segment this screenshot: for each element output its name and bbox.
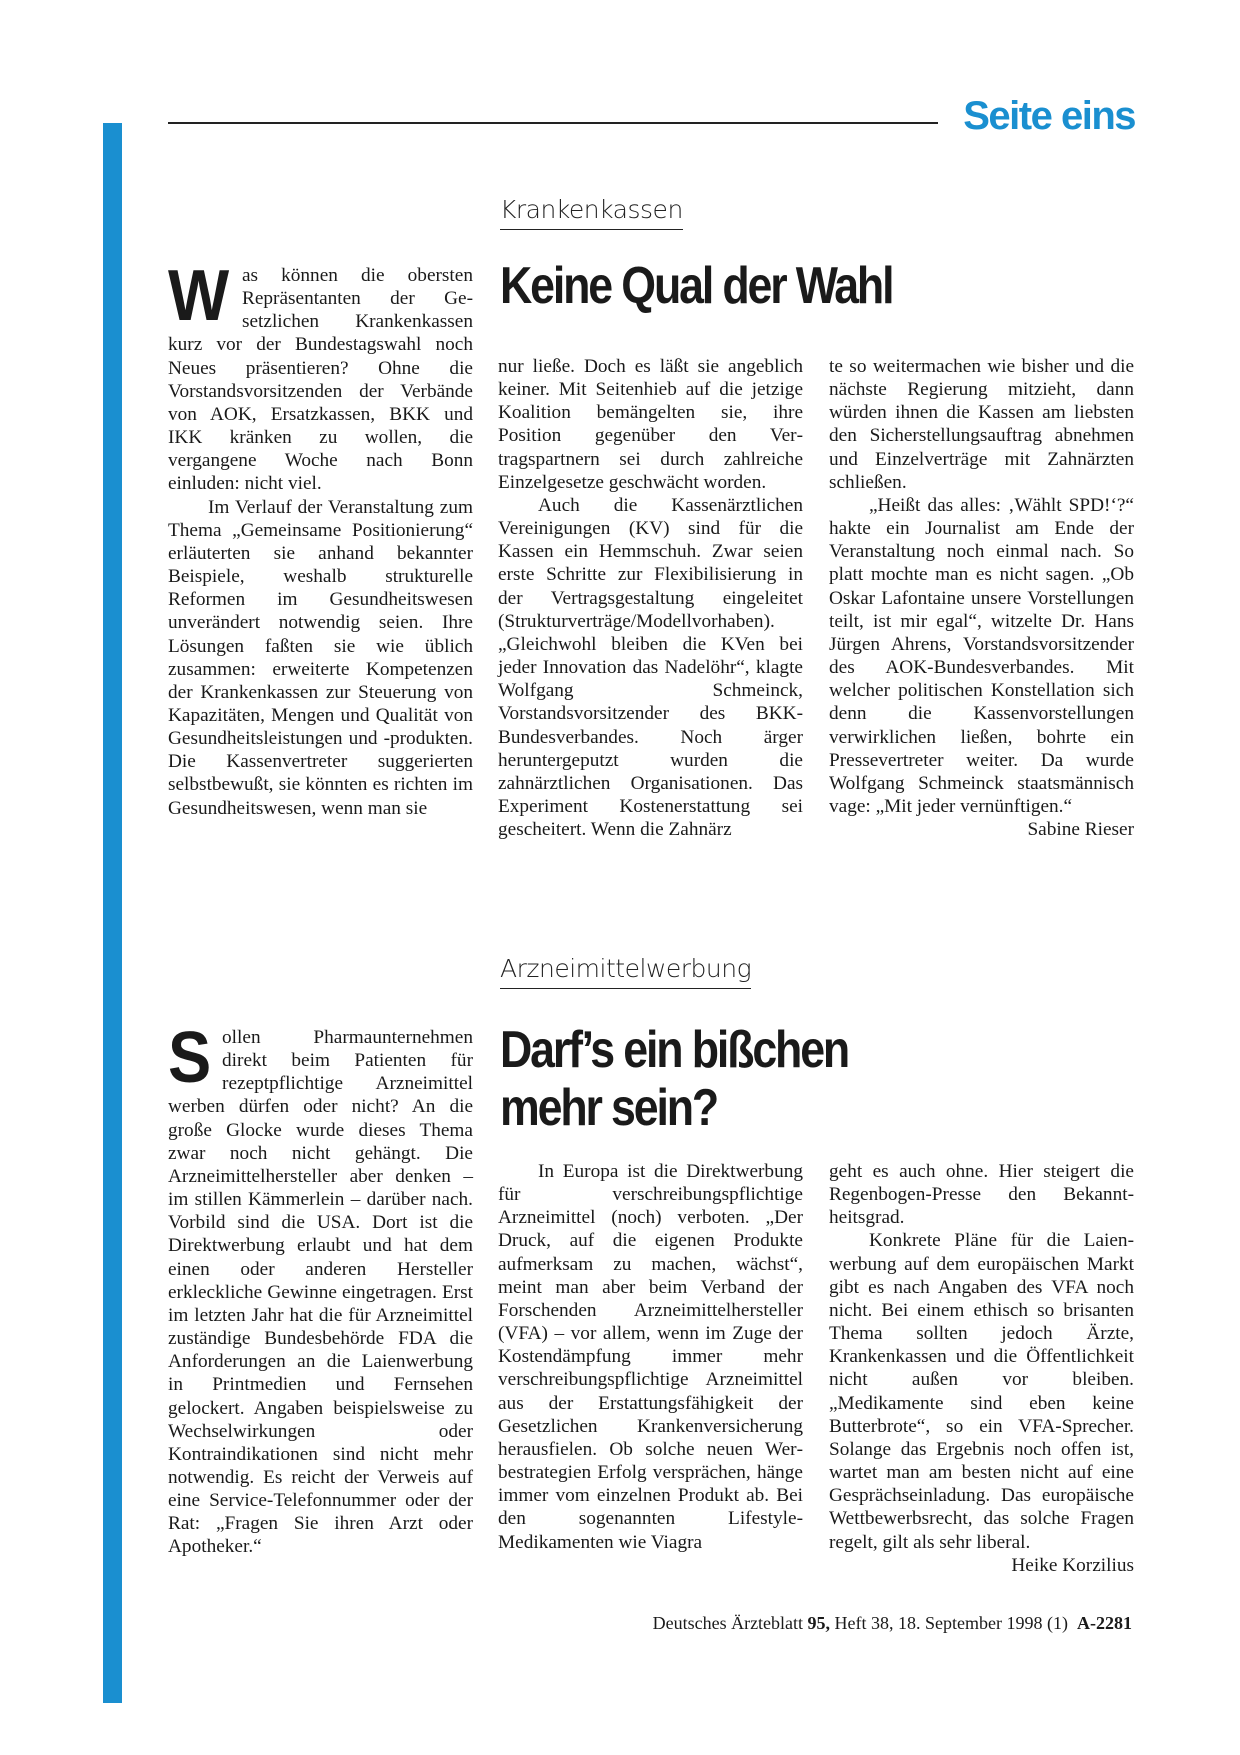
paragraph-text: ollen Pharmaunternehmen direkt beim Patienten für rezeptpflichtige Arzneimittel werben dürfen oder nicht? An die große Glocke wurde dieses Thema zwar noch nicht gehängt. Die Arzneimittelhersteller aber denken – im stillen Kämmerlein – darüber nach. Vorbild sind die USA. Dort ist die Direktwerbung erlaubt und hat dem einen oder anderen Hersteller erkleckliche Gewinne eingetragen. Erst im letzten Jahr hat die für Arzneimittel zuständige Bundesbehörde FDA die Anforderungen an die Laienwerbung in Printmedien und Fernsehen gelockert. Angaben beispielsweise zu Wechselwirkungen oder Kontraindikationen sind nicht mehr notwendig. Es reicht der Verweis auf eine Service-Telefonnummer oder der Rat: „Fragen Sie ihren Arzt oder Apotheker.“ <box>168 1027 473 1558</box>
article-headline: Keine Qual der Wahl <box>500 257 893 315</box>
page-footer <box>653 1612 1132 1634</box>
author-name: Heike Korzilius <box>1011 1554 1134 1576</box>
paragraph <box>829 1229 1134 1576</box>
paragraph-text: „Heißt das alles: ‚Wählt SPD!‘?“ hakte ein Journalist am Ende der Veranstaltung noch einmal nach. So platt mochte man es nicht sagen. „Ob Oskar Lafontaine unsere Vorstellungen teilt, ist mir egal“, witzelte Dr. Hans Jürgen Ahrens, Vorstandsvorsitzender des AOK-Bundesverbandes. Mit welcher politischen Konstellation sich denn die Kassenvorstellungen verwirklichen ließen, bohrte ein Pressevertreter weiter. Da wurde Wolfgang Schmeinck staatsmännisch vage: „Mit jeder vernünftigen.“ <box>829 494 1134 817</box>
article-column-1 <box>168 1018 473 1559</box>
paragraph: Im Verlauf der Veranstaltung zum Thema „Gemeinsame Positionierung“ erläuterten sie anhand bekannter Beispiele, weshalb strukturelle Reformen im Gesundheitswesen unverändert notwendig seien. Ihre Lösungen faßten sie wie üblich zusammen: erweiterte Kompetenzen der Krankenkassen zur Steuerung von Kapazitäten, Mengen und Qualität von Gesundheitsleistungen und -produkten. Die Kassenvertreter suggerierten selbstbewußt, sie könnten es richten im Gesundheitswesen, wenn man sie <box>168 496 473 819</box>
footer-journal: Deutsches Ärzteblatt <box>652 1613 804 1633</box>
author-name: Sabine Rieser <box>1027 819 1134 841</box>
article-column-3 <box>829 1160 1134 1577</box>
paragraph: In Europa ist die Direktwerbung für verschreibungspflichtige Arzneimittel (noch) verboten. „Der Druck, auf die eigenen Produkte aufmerksam zu machen, wächst“, meint man aber beim Verband der Forschenden Arzneimittelhersteller (VFA) – vor allem, wenn im Zuge der Kostendämpfung immer mehr verschreibungspflichtige Arzneimittel aus der Erstattungsfähigkeit der Gesetzlichen Krankenversicherung herausfielen. Ob solche neuen Werbestrategien Erfolg versprächen, hänge immer vom einzelnen Produkt ab. Bei den sogenannten Lifestyle-Medikamenten wie Viagra <box>498 1161 803 1553</box>
paragraph: te so weitermachen wie bisher und die nächste Regierung mitzieht, dann würden ihnen die Kassen am liebsten den Sicherstellungsauftrag abnehmen und Einzelverträge mit Zahnärzten schließen. <box>829 356 1134 493</box>
article-column-2 <box>498 1160 803 1554</box>
footer-issue: Heft 38, 18. September 1998 (1) <box>834 1613 1068 1633</box>
footer-volume: 95, <box>807 1613 831 1633</box>
paragraph <box>168 1018 473 1559</box>
paragraph: Auch die Kassenärztlichen Vereinigungen (KV) sind für die Kassen ein Hemmschuh. Zwar seien erste Schritte zur Flexibilisierung in der Vertragsgestaltung eingeleitet (Strukturverträge/Modellvorhaben). „Gleichwohl bleiben die KVen bei jeder Innovation das Nadelöhr“, klagte Wolfgang Schmeinck, Vorstandsvorsitzender des BKK-Bundesverbandes. Noch ärger heruntergeputzt wurden die zahnärztlichen Organisationen. Das Experiment Kostenerstattung sei gescheitert. Wenn die Zahnärz <box>498 494 803 841</box>
header-rule <box>168 122 938 124</box>
drop-cap: W <box>168 256 230 336</box>
paragraph: nur ließe. Doch es läßt sie angeblich keiner. Mit Seitenhieb auf die jetzige Koalition bemängelten sie, ihre Position gegenüber den Vertragspartnern sei durch zahlreiche Einzelgesetze geschwächt worden. <box>498 356 803 493</box>
paragraph <box>829 494 1134 841</box>
headline-line: mehr sein? <box>500 1079 718 1137</box>
sidebar-accent-bar <box>103 123 122 1703</box>
section-title: Seite eins <box>963 94 1135 138</box>
headline-line: Darf’s ein bißchen <box>500 1021 849 1079</box>
article-column-1 <box>168 256 473 820</box>
drop-cap: S <box>168 1018 212 1098</box>
paragraph: geht es auch ohne. Hier steigert die Regenbogen-Presse den Bekanntheitsgrad. <box>829 1161 1134 1229</box>
paragraph <box>168 256 473 496</box>
article-headline <box>500 1021 848 1137</box>
article-kicker: Arzneimittelwerbung <box>500 955 751 989</box>
article-kicker: Krankenkassen <box>500 196 683 230</box>
footer-page-number: A-2281 <box>1077 1613 1132 1633</box>
article-column-2 <box>498 355 803 841</box>
article-column-3 <box>829 355 1134 841</box>
paragraph-text: as können die obersten Repräsentanten der Gesetzlichen Krankenkassen kurz vor der Bundestagswahl noch Neues präsentieren? Ohne die Vorstandsvorsitzenden der Verbände von AOK, Ersatzkassen, BKK und IKK kränken zu wollen, die vergangene Woche nach Bonn einluden: nicht viel. <box>168 265 473 495</box>
paragraph-text: Konkrete Pläne für die Laienwerbung auf dem europäischen Markt gibt es nach Angaben des VFA noch nicht. Bei einem ethisch so brisanten Thema sollten jedoch Ärzte, Krankenkassen und die Öffentlichkeit nicht außen vor bleiben. „Medikamente sind eben keine Butterbrote“, so ein VFA-Sprecher. Solange das Ergebnis noch offen ist, wartet man am besten nicht auf eine Gesprächseinladung. Das europäische Wettbewerbsrecht, das solche Fragen regelt, gilt als sehr liberal. <box>829 1230 1134 1553</box>
